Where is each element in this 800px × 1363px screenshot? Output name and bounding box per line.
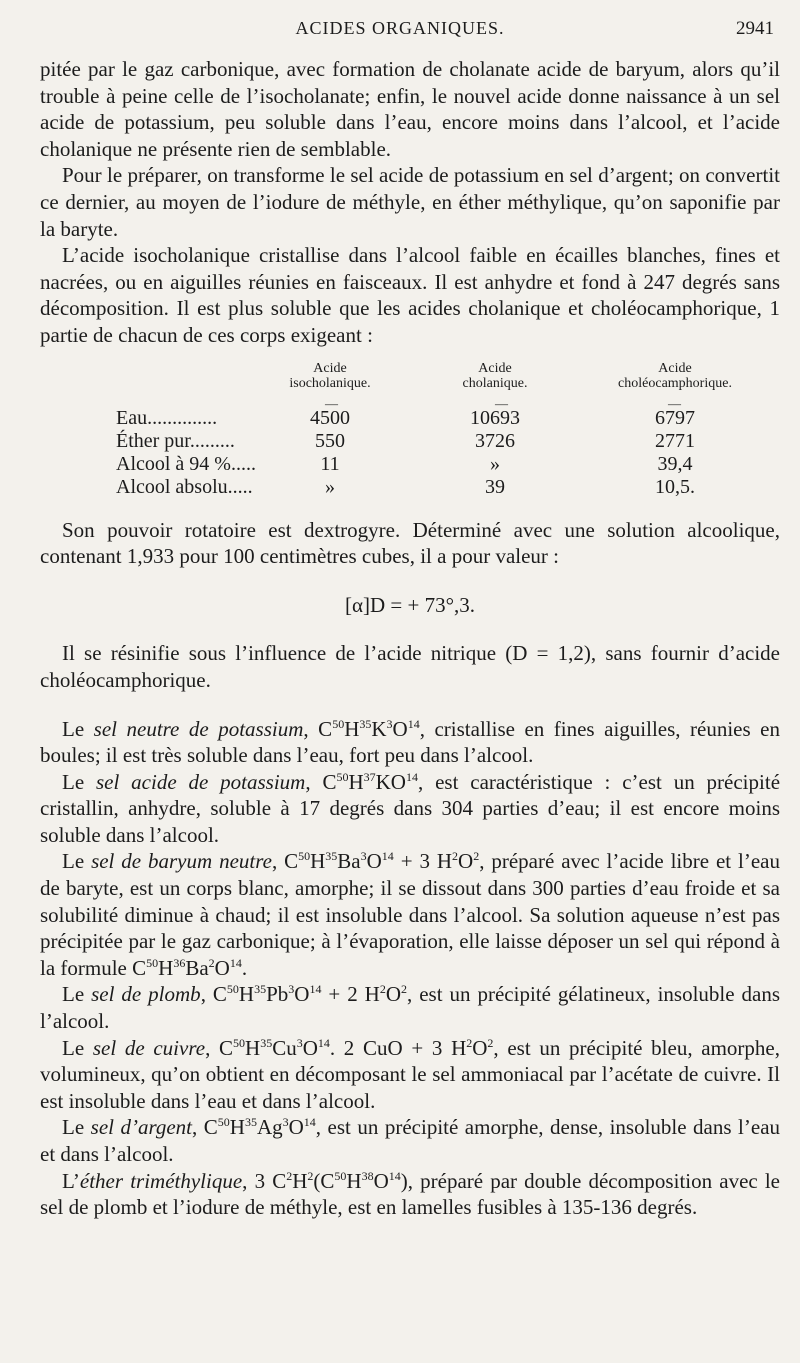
table-header: Acide cholanique.	[462, 360, 528, 391]
salt-formula: 3 $C^2H^2(C^{50}H^{38}O^{14})$	[254, 1168, 408, 1193]
salt-formula: $C^{50}H^{37}KO^{14}$	[322, 769, 418, 794]
table-header: Acide choléocamphorique.	[618, 360, 732, 391]
solubility-table	[40, 360, 780, 498]
table-header: Acide isocholanique.	[289, 360, 371, 391]
table-row	[40, 430, 780, 453]
salt-prefix: L’	[62, 1168, 80, 1193]
paragraph: Pour le préparer, on transforme le sel acide de potassium en sel d’argent; on convertit ce dernier, au moyen de l’iodure de méthyle, en éther méthylique, qu’on saponifie par la baryte.	[40, 163, 780, 241]
salt-text: est un précipité gélatineux, insoluble dans l’alcool.	[40, 982, 781, 1034]
salt-name: sel de plomb	[91, 982, 201, 1007]
salt-paragraph: Le sel de baryum neutre, $C^{50}H^{35}Ba^3O^{14} + 3$ $H^2O^2$, préparé avec l’acide libre et l’eau de baryte, est un corps blanc, amorphe; il se dissout dans 300 parties d’eau froide et sa solubilité diminue à chaud; il est insoluble dans l’alcool. Sa solution aqueuse n’est pas précipitée par le gaz carbonique; à l’évaporation, elle laisse déposer un sel qui répond à la formule $C^{50}H^{36}Ba^2O^{14}$.	[40, 849, 780, 980]
salt-paragraph: Le sel acide de potassium, $C^{50}H^{37}KO^{14}$, est caractéristique : c’est un précipité cristallin, anhydre, soluble à 17 degrés dans 304 parties d’eau; il est encore moins soluble dans l’alcool.	[40, 769, 781, 847]
salt-text: cristallise en fines aiguilles, réunies en boules; il est très soluble dans l’eau, fort peu dans l’alcool.	[40, 716, 781, 768]
row-label: Éther pur.........	[116, 429, 235, 452]
header-title: ACIDES ORGANIQUES.	[295, 18, 505, 38]
rotation-formula: [α]D = + 73°,3.	[345, 592, 475, 617]
salt-name: éther triméthylique	[79, 1168, 243, 1193]
salt-name: sel de baryum neutre	[91, 849, 272, 874]
salts-section	[40, 716, 780, 1221]
header-rule: —	[495, 395, 508, 411]
text-body	[40, 56, 780, 1221]
salt-prefix: Le	[62, 849, 92, 874]
page-number: 2941	[736, 18, 774, 39]
salt-name: sel de cuivre	[92, 1035, 206, 1060]
salt-paragraph: Le sel de cuivre, $C^{50}H^{35}Cu^3O^{14}$. 2 CuO + 3 $H^2O^2$, est un précipité bleu, amorphe, volumineux, qu’on obtient en décomposant le sel ammoniacal par l’acétate de cuivre. Il est insoluble dans l’eau et dans l’alcool.	[40, 1035, 780, 1113]
table-row	[40, 476, 780, 499]
salt-text: préparé avec l’acide libre et l’eau de baryte, est un corps blanc, amorphe; il se dissout dans 300 parties d’eau froide et sa solubilité diminue à chaud; il est insoluble dans l’alcool. Sa solution aqueuse n’est pas précipitée par le gaz carbonique; à l’évaporation, elle laisse déposer un sel qui répond à la formule $C^{50}H^{36}Ba^2O^{14}$.	[40, 849, 780, 980]
salt-formula: $C^{50}H^{35}K^3O^{14}$	[318, 716, 420, 741]
paragraph: L’acide isocholanique cristallise dans l’alcool faible en écailles blanches, fines et nacrées, ou en aiguilles réunies en faisceaux. Il est anhydre et fond à 247 degrés sans décomposition. Il est plus soluble que les acides cholanique et choléocamphorique, 1 partie de chacun de ces corps exigeant :	[40, 243, 780, 347]
row-label: Eau..............	[116, 406, 218, 429]
salt-paragraph: Le sel neutre de potassium, $C^{50}H^{35}K^3O^{14}$, cristallise en fines aiguilles, réunies en boules; il est très soluble dans l’eau, fort peu dans l’alcool.	[40, 716, 781, 768]
paragraph: pitée par le gaz carbonique, avec formation de cholanate acide de baryum, alors qu’il trouble à peine celle de l’isocholanate; enfin, le nouvel acide donne naissance à un sel acide de potassium, peu soluble dans l’eau, encore moins dans l’alcool, et l’acide cholanique ne présente rien de semblable.	[40, 57, 780, 161]
salt-formula: $C^{50}H^{35}Ag^3O^{14}$	[203, 1115, 316, 1140]
paragraph: Son pouvoir rotatoire est dextrogyre. Déterminé avec une solution alcoolique, contenant 1,933 pour 100 centimètres cubes, il a pour valeur :	[40, 517, 780, 569]
salt-formula: $C^{50}H^{35}Ba^3O^{14} + 3$ $H^2O^2$	[284, 849, 480, 874]
paragraph: Il se résinifie sous l’influence de l’acide nitrique (D = 1,2), sans fournir d’acide choléocamphorique.	[40, 641, 780, 692]
table-cell: 39	[485, 475, 505, 498]
salt-paragraph: Le sel d’argent, $C^{50}H^{35}Ag^3O^{14}$, est un précipité amorphe, dense, insoluble dans l’eau et dans l’alcool.	[40, 1115, 781, 1166]
salt-prefix: Le	[62, 1115, 91, 1140]
salt-name: sel neutre de potassium	[93, 716, 304, 741]
salt-name: sel d’argent	[90, 1115, 193, 1140]
salt-prefix: Le	[62, 982, 92, 1007]
running-header	[0, 18, 800, 48]
salt-text: est un précipité amorphe, dense, insoluble dans l’eau et dans l’alcool.	[40, 1115, 781, 1166]
table-cell: 550	[315, 429, 345, 452]
salt-name: sel acide de potassium	[96, 769, 306, 794]
table-cell: 11	[320, 452, 340, 475]
table-cell: 3726	[475, 429, 515, 452]
table-cell: 39,4	[657, 452, 693, 475]
table-cell: 4500	[310, 406, 350, 429]
table-cell: »	[325, 475, 335, 498]
table-row	[40, 453, 780, 476]
header-rule: —	[668, 395, 681, 411]
salt-formula: $C^{50}H^{35}Pb^3O^{14} + 2$ $H^2O^2$	[212, 982, 408, 1007]
salt-prefix: Le	[62, 1035, 93, 1060]
table-cell: 2771	[655, 429, 695, 452]
table-cell: »	[490, 452, 500, 475]
table-cell: 6797	[655, 406, 695, 429]
salt-text: est un précipité bleu, amorphe, volumineux, qu’on obtient en décomposant le sel ammoniacal par l’acétate de cuivre. Il est insoluble dans l’eau et dans l’alcool.	[40, 1035, 780, 1113]
salt-paragraph: L’éther triméthylique, 3 $C^2H^2(C^{50}H^{38}O^{14})$, préparé par double décomposition avec le sel de plomb et l’iodure de méthyle, est en lamelles fusibles à 135-136 degrés.	[40, 1168, 781, 1220]
header-rule: —	[325, 395, 338, 411]
salt-text: préparé par double décomposition avec le sel de plomb et l’iodure de méthyle, est en lamelles fusibles à 135-136 degrés.	[40, 1168, 781, 1220]
row-label: Alcool à 94 %.....	[116, 452, 256, 475]
table-cell: 10,5.	[655, 475, 695, 498]
row-label: Alcool absolu.....	[116, 475, 253, 498]
salt-prefix: Le	[62, 769, 96, 794]
salt-paragraph: Le sel de plomb, $C^{50}H^{35}Pb^3O^{14} + 2$ $H^2O^2$, est un précipité gélatineux, insoluble dans l’alcool.	[40, 982, 781, 1034]
salt-text: est caractéristique : c’est un précipité cristallin, anhydre, soluble à 17 degrés dans 304 parties d’eau; il est encore moins soluble dans l’alcool.	[40, 769, 781, 847]
salt-prefix: Le	[62, 716, 94, 741]
salt-formula: $C^{50}H^{35}Cu^3O^{14}$. 2 CuO + 3 $H^2O^2$	[219, 1035, 494, 1060]
table-cell: 10693	[470, 406, 520, 429]
table-row	[40, 407, 780, 430]
